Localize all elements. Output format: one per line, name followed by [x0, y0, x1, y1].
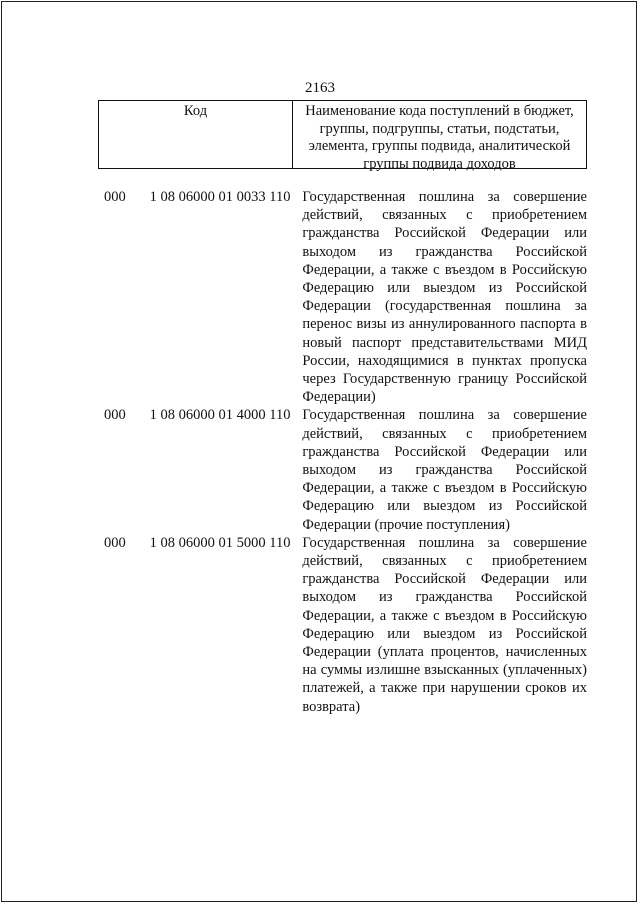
revenue-name-line: Государственная пошлина за совершение [302, 407, 587, 424]
header-name-line: группы, подгруппы, статьи, подстатьи, [319, 120, 560, 137]
revenue-name [302, 406, 587, 533]
revenue-code: 1 08 06000 01 4000 110 [149, 407, 291, 424]
revenue-name-line: перенос визы из аннулированного паспорта в [302, 316, 587, 333]
revenue-code: 1 08 06000 01 0033 110 [149, 189, 291, 205]
revenue-name-line: выходом из гражданства Российской [302, 243, 587, 260]
revenue-name-line: Федерации, а также с въездом в Российскую [302, 480, 587, 497]
revenue-name-line: действий, связанных с приобретением [302, 207, 587, 224]
table-header [98, 100, 587, 172]
revenue-name-line: выходом из гражданства Российской [302, 589, 587, 606]
table-body [98, 188, 587, 716]
revenue-code: 1 08 06000 01 5000 110 [149, 534, 291, 551]
admin-code: 000 [104, 407, 126, 424]
revenue-name-line: Государственная пошлина за совершение [302, 534, 587, 551]
revenue-name-line: платежей, а также при нарушении сроков их [302, 680, 587, 697]
header-code-cell: Код [99, 101, 293, 168]
revenue-name-line: Федерацию или выездом из Российской [302, 625, 587, 642]
page-number: 2163 [305, 80, 335, 96]
revenue-name-line: Федерации (государственная пошлина за [302, 298, 587, 315]
header-name-line: группы подвида доходов [363, 155, 516, 172]
revenue-name-line: Федерации, а также с въездом в Российскую [302, 607, 587, 624]
admin-code: 000 [104, 534, 126, 551]
header-name-line: Наименование кода поступлений в бюджет, [305, 103, 574, 119]
revenue-name-line: гражданства Российской Федерации или [302, 571, 587, 588]
revenue-name [302, 188, 587, 406]
revenue-name-line: действий, связанных с приобретением [302, 425, 587, 442]
revenue-name-line: Федерации (прочие поступления) [302, 516, 510, 533]
revenue-name-line: Федерацию или выездом из Российской [302, 498, 587, 515]
table-row [98, 534, 587, 716]
revenue-name-line: Федерации, а также с въездом в Российскую [302, 261, 587, 278]
header-name-line: элемента, группы подвида, аналитической [308, 138, 571, 154]
revenue-name-line: новый паспорт представительствами МИД [302, 334, 587, 351]
revenue-name-line: возврата) [302, 698, 361, 715]
revenue-name-line: гражданства Российской Федерации или [302, 225, 587, 242]
header-name-cell [293, 101, 586, 172]
revenue-name-line: Федерации (уплата процентов, начисленных [302, 644, 587, 661]
revenue-name-line: через Государственную границу Российской [302, 371, 587, 388]
revenue-name-line: гражданства Российской Федерации или [302, 443, 587, 460]
revenue-name [302, 534, 587, 716]
admin-code: 000 [104, 189, 126, 205]
revenue-name-line: Федерации) [302, 389, 376, 406]
revenue-name-line: Федерацию или выездом из Российской [302, 280, 587, 297]
revenue-name-line: на суммы излишне взысканных (уплаченных) [302, 662, 587, 679]
revenue-name-line: действий, связанных с приобретением [302, 553, 587, 570]
table-row [98, 406, 587, 533]
revenue-name-line: выходом из гражданства Российской [302, 462, 587, 479]
revenue-name-line: России, находящимися в пунктах пропуска [302, 352, 587, 369]
revenue-name-line: Государственная пошлина за совершение [302, 189, 587, 205]
table-row [98, 188, 587, 406]
